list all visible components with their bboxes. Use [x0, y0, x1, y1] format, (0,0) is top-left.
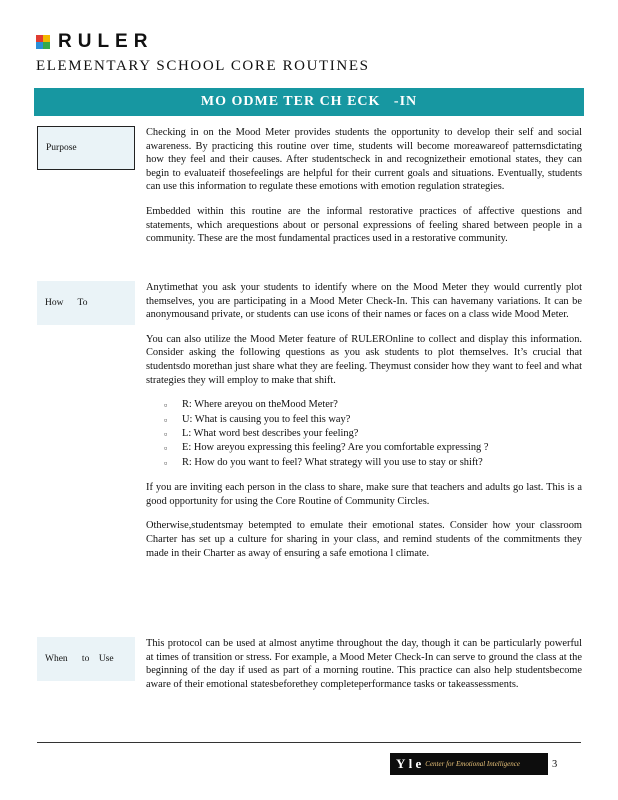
when-to-use-label-box [37, 637, 135, 681]
bullet-text: L: What word best describes your feeling? [182, 427, 359, 439]
list-item [164, 398, 582, 412]
list-item [164, 413, 582, 427]
how-to-label-box [37, 281, 135, 325]
ruler-logo-mark-icon [36, 35, 50, 49]
when-to-use-label: When to Use [45, 654, 114, 664]
how-to-paragraph-4: Otherwise,studentsmay betempted to emulate their emotional states. Consider how your classroom Charter has set up a culture for sharing in your class, and remind students of the commitments they made in their Charter as away of ensuring a safe emotiona l climate. [146, 520, 582, 559]
how-to-paragraph-3: If you are inviting each person in the class to share, make sure that teachers and adults go last. This is a good opportunity for using the Core Routine of Community Circles. [146, 482, 582, 507]
bullet-text: R: How do you want to feel? What strategy will you use to stay or shift? [182, 456, 483, 468]
when-to-use-paragraph-1: This protocol can be used at almost anytime throughout the day, though it can be particularly powerful at times of transition or stress. For example, a Mood Meter Check-In can serve to ground the class at the beginning of the day if used as part of a morning routine. This practice can also help studentsbecome aware of their emotional statesbeforethey completeperformance tasks or takeassessments. [146, 638, 582, 690]
logo-square-red [36, 35, 43, 42]
logo-square-yellow [43, 35, 50, 42]
yale-logo-mark: Y l e [396, 756, 422, 771]
bullet-text: U: What is causing you to feel this way? [182, 413, 351, 425]
when-to-use-body [146, 637, 582, 702]
yale-center-badge [390, 753, 548, 775]
how-to-label: How To [45, 298, 88, 308]
page-number: 3 [552, 759, 558, 770]
logo-square-green [43, 42, 50, 49]
how-to-paragraph-2: You can also utilize the Mood Meter feature of RULEROnline to collect and display this information. Consider asking the following questions as you ask students to plot themselves. It’s crucial that studentsdo morethan just share what they are feeling. Theymust consider how they want to feel and what strategies they will employ to make that shift. [146, 333, 582, 386]
bullet-text: R: Where areyou on theMood Meter? [182, 399, 338, 411]
how-to-body [146, 281, 582, 571]
square-bullet-icon: ▫ [164, 457, 168, 468]
ruler-logo [36, 33, 153, 51]
ruler-questions-list [146, 398, 582, 470]
list-item [164, 441, 582, 455]
center-name: Center for Emotional Intelligence [425, 760, 520, 768]
square-bullet-icon: ▫ [164, 400, 168, 411]
list-item [164, 456, 582, 470]
purpose-paragraph-1: Checking in on the Mood Meter provides students the opportunity to develop their self and social awareness. By practicing this routine over time, students will become moreawareof patternsdictating how they feel and their causes. After studentscheck in and recognizetheir emotional states, they can begin to evaluateif thosefeelings are helpful for their current goals and situations. Eventually, students can use this information to regulate these emotions with emotion regulation strategies. [146, 127, 582, 193]
purpose-label-box [37, 126, 135, 170]
bullet-text: E: How areyou expressing this feeling? Are you comfortable expressing ? [182, 442, 489, 454]
section-banner: MO ODME TER CH ECK -IN [34, 88, 584, 116]
logo-square-blue [36, 42, 43, 49]
purpose-paragraph-2: Embedded within this routine are the informal restorative practices of affective questions and statements, which arequestions about or personal expressions of feeling shared between people in a community. These are the most fundamental practices used in a restorative community. [146, 205, 582, 245]
list-item [164, 427, 582, 441]
purpose-label: Purpose [46, 143, 77, 153]
purpose-body [146, 126, 582, 257]
footer-divider [37, 742, 581, 743]
logo-text: RULER [58, 31, 154, 52]
square-bullet-icon: ▫ [164, 443, 168, 454]
how-to-paragraph-1: Anytimethat you ask your students to identify where on the Mood Meter they would currently plot themselves, you are participating in a Mood Meter Check-In. This can havemany variations. It can be anonymousand private, or students can use icons of their names or faces on a class wide Mood Meter. [146, 282, 582, 321]
document-title: ELEMENTARY SCHOOL CORE ROUTINES [36, 58, 370, 74]
square-bullet-icon: ▫ [164, 428, 168, 439]
square-bullet-icon: ▫ [164, 414, 168, 425]
